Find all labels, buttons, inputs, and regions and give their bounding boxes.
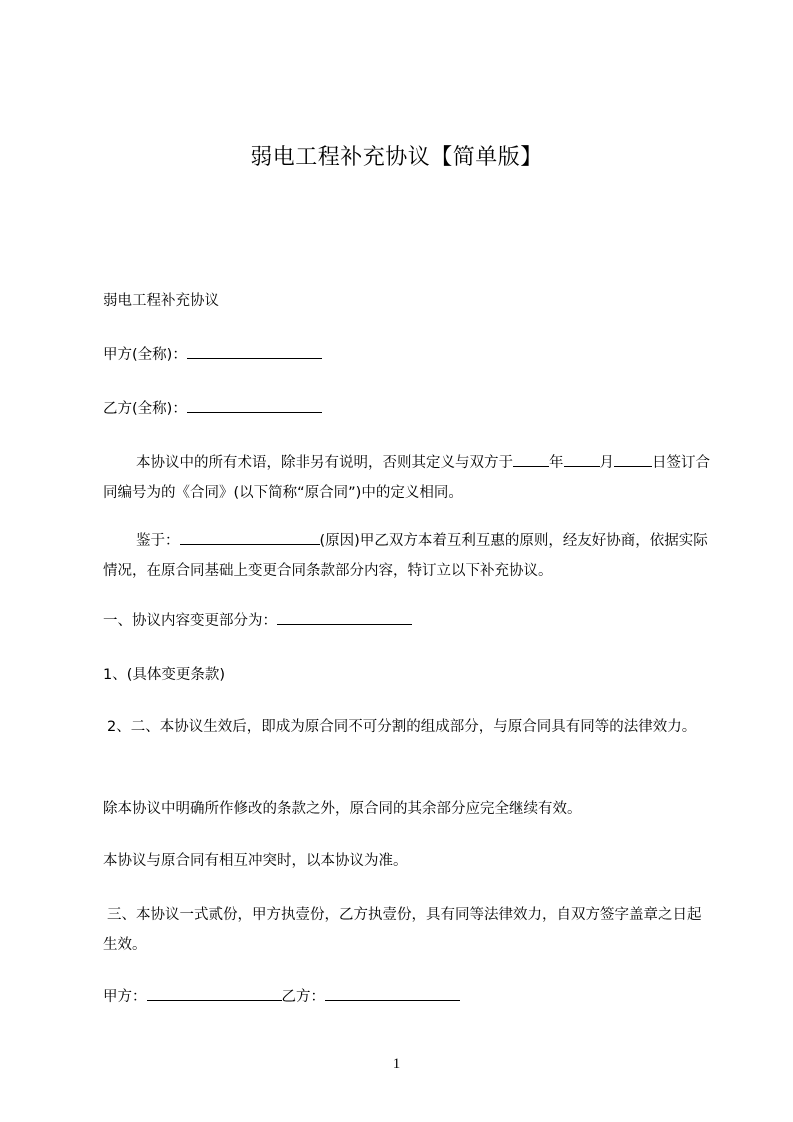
party-a-fullname-line bbox=[103, 340, 713, 370]
clause1-label: 一、协议内容变更部分为： bbox=[103, 613, 277, 629]
year-blank bbox=[513, 451, 549, 467]
party-b-fullname-blank bbox=[187, 397, 322, 413]
clause2-paragraph: 2、二、本协议生效后，即成为原合同不可分割的组成部分，与原合同具有同等的法律效力。 bbox=[107, 719, 697, 735]
document-title: 弱电工程补充协议【简单版】 bbox=[250, 145, 543, 170]
terms-text-2: 日签订合同编号为的《合同》(以下简称“原合同”)中的定义相同。 bbox=[103, 455, 710, 501]
page-number: 1 bbox=[392, 1056, 401, 1072]
month-label: 月 bbox=[599, 455, 614, 471]
signature-party-a-blank bbox=[147, 985, 282, 1001]
signature-party-b-label: 乙方： bbox=[281, 989, 325, 1005]
signature-party-a-label: 甲方： bbox=[103, 989, 147, 1005]
party-a-fullname-label: 甲方(全称)： bbox=[103, 347, 187, 363]
month-blank bbox=[564, 451, 600, 467]
clause3-paragraph: 三、本协议一式贰份，甲方执壹份，乙方执壹份，具有同等法律效力，自双方签字盖章之日起生效。 bbox=[103, 907, 702, 953]
clause-except: 除本协议中明确所作修改的条款之外，原合同的其余部分应完全继续有效。 bbox=[103, 801, 582, 817]
day-blank bbox=[614, 451, 652, 467]
whereas-label: 鉴于： bbox=[136, 533, 180, 549]
clause1-line bbox=[103, 606, 713, 636]
clause1-item: 1、(具体变更条款) bbox=[103, 667, 226, 683]
party-b-fullname-line bbox=[103, 394, 713, 424]
signature-line bbox=[103, 982, 713, 1012]
clause1-blank bbox=[277, 609, 412, 625]
reason-blank bbox=[180, 529, 320, 545]
heading-line: 弱电工程补充协议 bbox=[103, 293, 219, 309]
whereas-text: (原因)甲乙双方本着互利互惠的原则，经友好协商，依据实际情况，在原合同基础上变更合同条款部分内容，特订立以下补充协议。 bbox=[103, 533, 708, 579]
terms-paragraph bbox=[103, 448, 713, 508]
terms-text-1: 本协议中的所有术语，除非另有说明，否则其定义与双方于 bbox=[136, 455, 513, 471]
party-a-fullname-blank bbox=[187, 343, 322, 359]
whereas-paragraph bbox=[103, 526, 713, 586]
clause-conflict: 本协议与原合同有相互冲突时，以本协议为准。 bbox=[103, 853, 408, 869]
signature-party-b-blank bbox=[325, 985, 460, 1001]
party-b-fullname-label: 乙方(全称)： bbox=[103, 401, 187, 417]
year-label: 年 bbox=[549, 455, 564, 471]
